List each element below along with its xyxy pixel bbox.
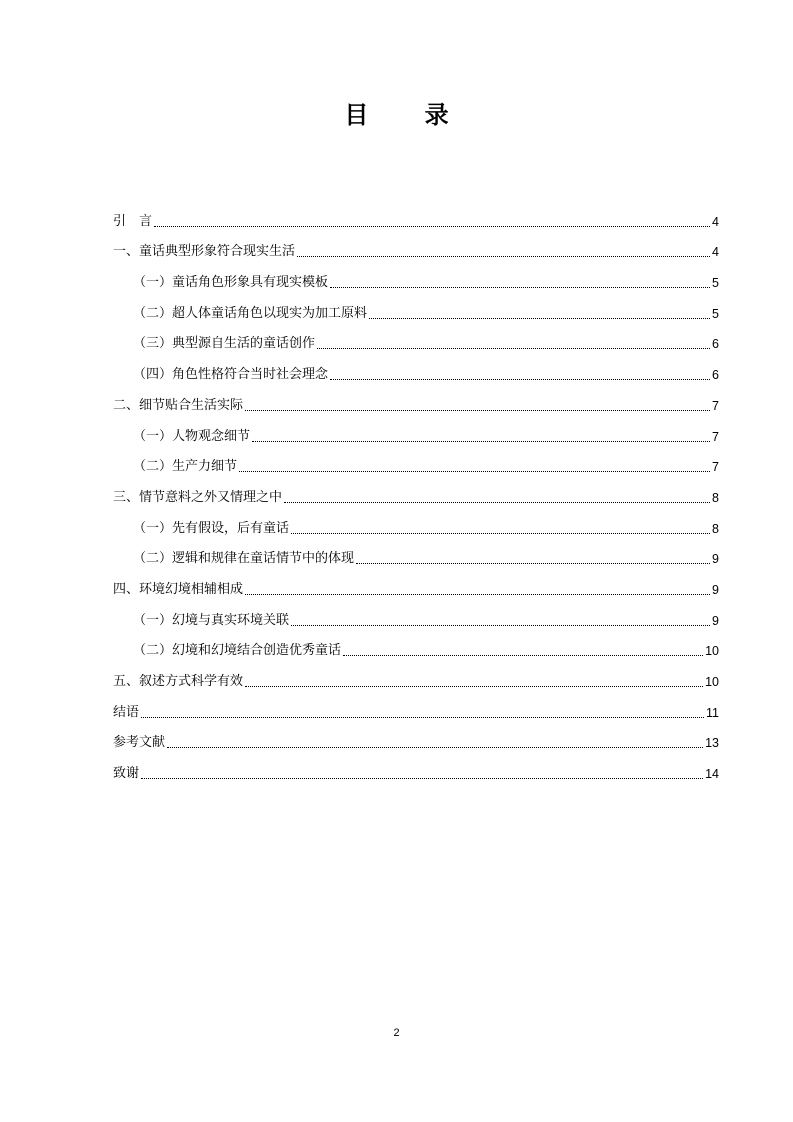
toc-entry-page: 4 [712,245,719,260]
toc-entry-label: 三、情节意料之外又情理之中 [113,489,283,505]
dot-leader [291,624,710,626]
toc-entry-page: 10 [705,675,719,689]
toc-entry-page: 8 [712,490,719,505]
dot-leader [252,440,710,442]
toc-entry-label: 五、叙述方式科学有效 [113,674,244,689]
toc-entry-label: （一）幻境与真实环境关联 [133,612,290,628]
toc-entry-page: 7 [712,398,719,413]
toc-entry-page: 5 [712,306,719,321]
dot-leader [167,746,703,748]
toc-entry-label: 致谢 [113,766,140,782]
toc-entry[interactable] [113,353,719,384]
toc-entry-label: （二）逻辑和规律在童话情节中的体现 [133,551,355,567]
toc-entry[interactable] [113,384,719,415]
toc-entry[interactable] [113,599,719,630]
toc-entry-label: （一）童话角色形象具有现实模板 [133,275,329,291]
dot-leader [297,255,710,257]
toc-entry-page: 5 [712,276,719,291]
toc-entry[interactable] [113,323,719,354]
dot-leader [291,532,710,534]
toc-entry[interactable] [113,231,719,262]
dot-leader [245,685,703,687]
toc-entry-page: 6 [712,337,719,352]
toc-title: 目 录 [344,101,473,129]
dot-leader [330,378,710,380]
toc-entry[interactable] [113,538,719,569]
toc-entry-page: 10 [705,644,719,659]
toc-entry-page: 9 [712,582,719,597]
toc-entry[interactable] [113,446,719,477]
toc-entry-label: （二）生产力细节 [133,459,238,475]
toc-entry-label: 二、细节贴合生活实际 [113,397,244,413]
toc-entry-page: 9 [712,613,719,628]
dot-leader [369,317,710,319]
toc-entry-label: （三）典型源自生活的童话创作 [133,336,316,352]
dot-leader [141,716,704,718]
toc-entry[interactable] [113,630,719,661]
dot-leader [154,225,710,227]
toc-entry-page: 4 [712,214,719,229]
toc-entry-label: 结语 [113,704,140,720]
page-number: 2 [393,1027,400,1039]
dot-leader [239,470,710,472]
toc-entry-page: 13 [705,736,719,751]
toc-entry-page: 9 [712,552,719,567]
toc-entry[interactable] [113,200,719,231]
toc-entry-label: （一）先有假设，后有童话 [133,520,290,536]
toc-entry-page: 7 [712,460,719,475]
toc-entry-page: 11 [706,705,719,720]
dot-leader [343,654,703,656]
toc-entry-label: 引 言 [113,213,153,229]
dot-leader [141,777,703,779]
dot-leader [356,562,710,564]
dot-leader [245,409,710,411]
dot-leader [330,286,710,288]
toc-entry[interactable] [113,415,719,446]
toc-entry[interactable] [113,691,719,722]
toc-entry-label: 参考文献 [113,735,166,751]
toc-entry[interactable] [113,261,719,292]
dot-leader [245,593,710,595]
toc-entry-label: （二）幻境和幻境结合创造优秀童话 [133,643,342,659]
toc-entry-label: （四）角色性格符合当时社会理念 [133,367,329,383]
toc-entry-page: 14 [705,767,719,782]
toc-entry-page: 6 [712,368,719,383]
toc-entry-label: （二）超人体童话角色以现实为加工原料 [133,305,368,321]
dot-leader [317,347,710,349]
toc-entry-label: 四、环境幻境相辅相成 [113,581,244,597]
toc-entry[interactable] [113,752,719,783]
dot-leader [284,501,710,503]
toc-entry-label: 一、童话典型形象符合现实生活 [113,244,296,260]
toc-entry[interactable] [113,292,719,323]
toc-entry[interactable] [113,660,719,691]
toc-entry[interactable] [113,568,719,599]
toc-entry-page: 7 [712,429,719,444]
toc-entry[interactable] [113,476,719,507]
toc-entry[interactable] [113,507,719,538]
toc-entry-label: （一）人物观念细节 [133,428,251,444]
table-of-contents [113,200,719,783]
toc-entry[interactable] [113,722,719,753]
toc-entry-page: 8 [712,521,719,536]
